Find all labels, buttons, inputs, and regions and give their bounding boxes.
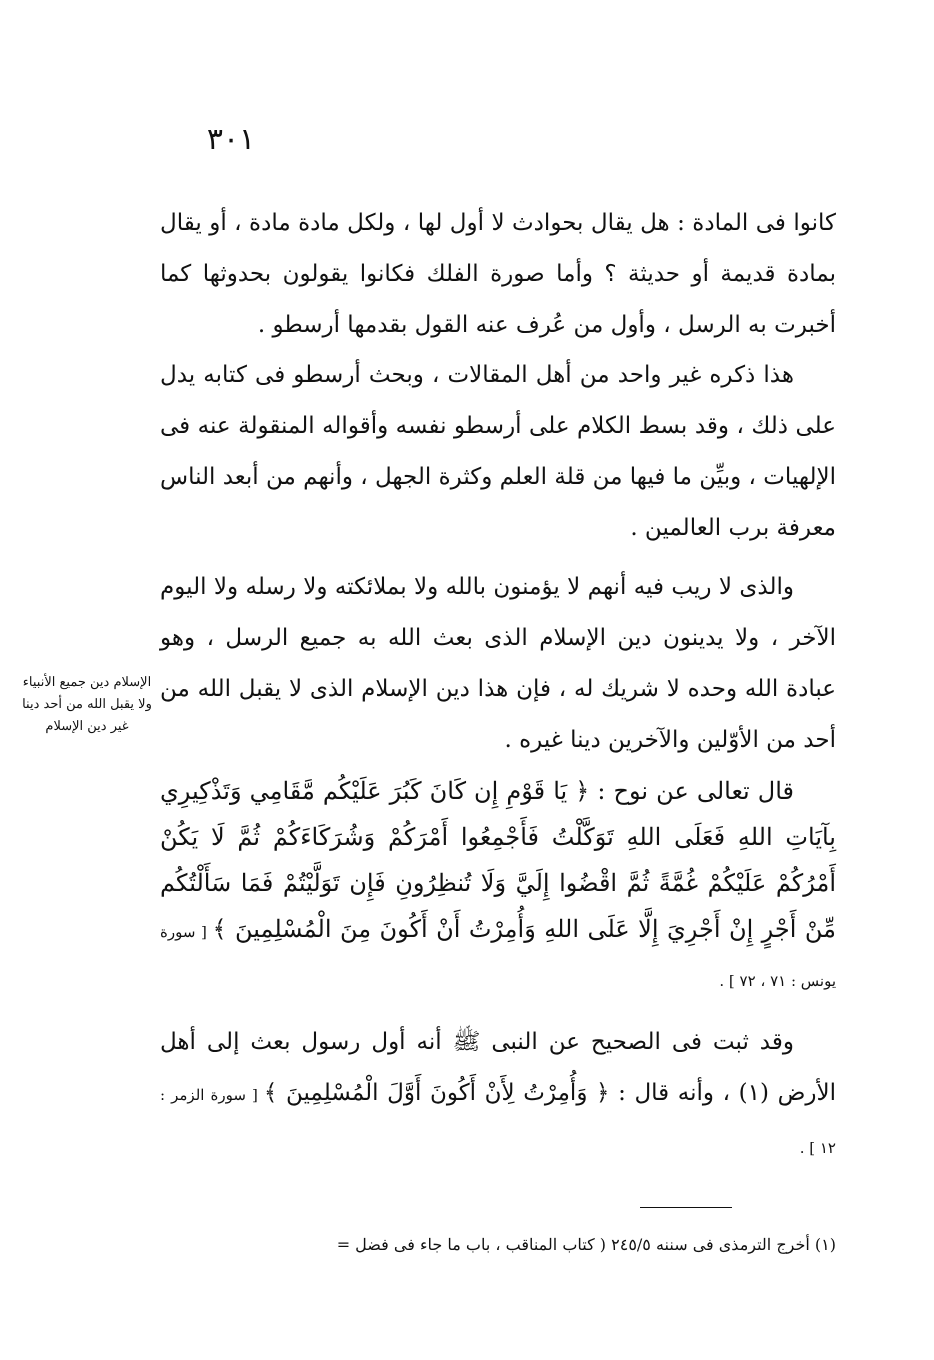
- page-number: ٣٠١: [206, 122, 256, 157]
- paragraph-4-text: [160, 768, 836, 1004]
- paragraph-4-intro: قال تعالى عن نوح :: [589, 777, 794, 805]
- quran-verse-zumar: ﴿ وَأُمِرْتُ لِأَنْ أَكُونَ أَوَّلَ الْمُسْلِمِينَ ﴾: [263, 1080, 610, 1106]
- verse-reference-yunus: [ سورة يونس : ٧١ ، ٧٢ ] .: [160, 923, 836, 990]
- paragraph-5-continuation: ، وأنه قال :: [609, 1080, 739, 1106]
- paragraph-3-text: والذى لا ريب فيه أنهم لا يؤمنون بالله ولا بملائكته ولا رسله ولا اليوم الآخر ، ولا يدينون دين الإسلام الذى بعث الله به جميع الرسل ، وهو عبادة الله وحده لا شريك له ، فإن هذا دين الإسلام الذى لا يقبل الله من أحد من الأوّلين والآخرين دينا غيره .: [160, 574, 836, 753]
- margin-note: الإسلام دين جميع الأنبياء ولا يقبل الله من أحد دينا غير دين الإسلام: [22, 675, 152, 734]
- paragraph-1: [160, 198, 836, 351]
- footnote: (١) أخرج الترمذى فى سننه ٢٤٥/٥ ( كتاب المناقب ، باب ما جاء فى فضل =: [336, 1235, 836, 1254]
- paragraph-4: [160, 768, 836, 1004]
- quran-verse-yunus: ﴿ يَا قَوْمِ إِن كَانَ كَبُرَ عَلَيْكُم مَّقَامِي وَتَذْكِيرِي بِآيَاتِ اللهِ فَعَلَى اللهِ تَوَكَّلْتُ فَأَجْمِعُوا أَمْرَكُمْ وَشُرَكَاءَكُمْ ثُمَّ لَا يَكُنْ أَمْرُكُمْ عَلَيْكُمْ غُمَّةً ثُمَّ اقْضُوا إِلَيَّ وَلَا تُنظِرُونِ فَإِن تَوَلَّيْتُمْ فَمَا سَأَلْتُكُم مِّنْ أَجْرٍ إِنْ أَجْرِيَ إِلَّا عَلَى اللهِ وَأُمِرْتُ أَنْ أَكُونَ مِنَ الْمُسْلِمِينَ ﴾: [160, 777, 836, 943]
- paragraph-2-text: هذا ذكره غير واحد من أهل المقالات ، وبحث أرسطو فى كتابه يدل على ذلك ، وقد بسط الكلام على أرسطو نفسه وأقواله المنقولة عنه فى الإلهيات ، وبيِّن ما فيها من قلة العلم وكثرة الجهل ، وأنهم من أبعد الناس معرفة برب العالمين .: [160, 362, 836, 541]
- paragraph-5: [160, 1017, 836, 1174]
- paragraph-5-intro: وقد ثبت فى الصحيح عن النبى ﷺ أنه أول رسول بعث إلى أهل الأرض: [160, 1029, 836, 1106]
- footnote-marker[interactable]: (١): [738, 1080, 769, 1106]
- paragraph-5-text: [160, 1017, 836, 1174]
- verse-reference-zumar: [ سورة الزمر : ١٢ ] .: [160, 1086, 836, 1157]
- paragraph-2: [160, 350, 836, 554]
- footnote-divider: [640, 1207, 732, 1208]
- paragraph-1-text: كانوا فى المادة : هل يقال بحوادث لا أول لها ، ولكل مادة مادة ، أو يقال بمادة قديمة أو حديثة ؟ وأما صورة الفلك فكانوا يقولون بحدوثها كما أخبرت به الرسل ، وأول من عُرف عنه القول بقدمها أرسطو .: [160, 210, 836, 338]
- paragraph-3: [160, 562, 836, 766]
